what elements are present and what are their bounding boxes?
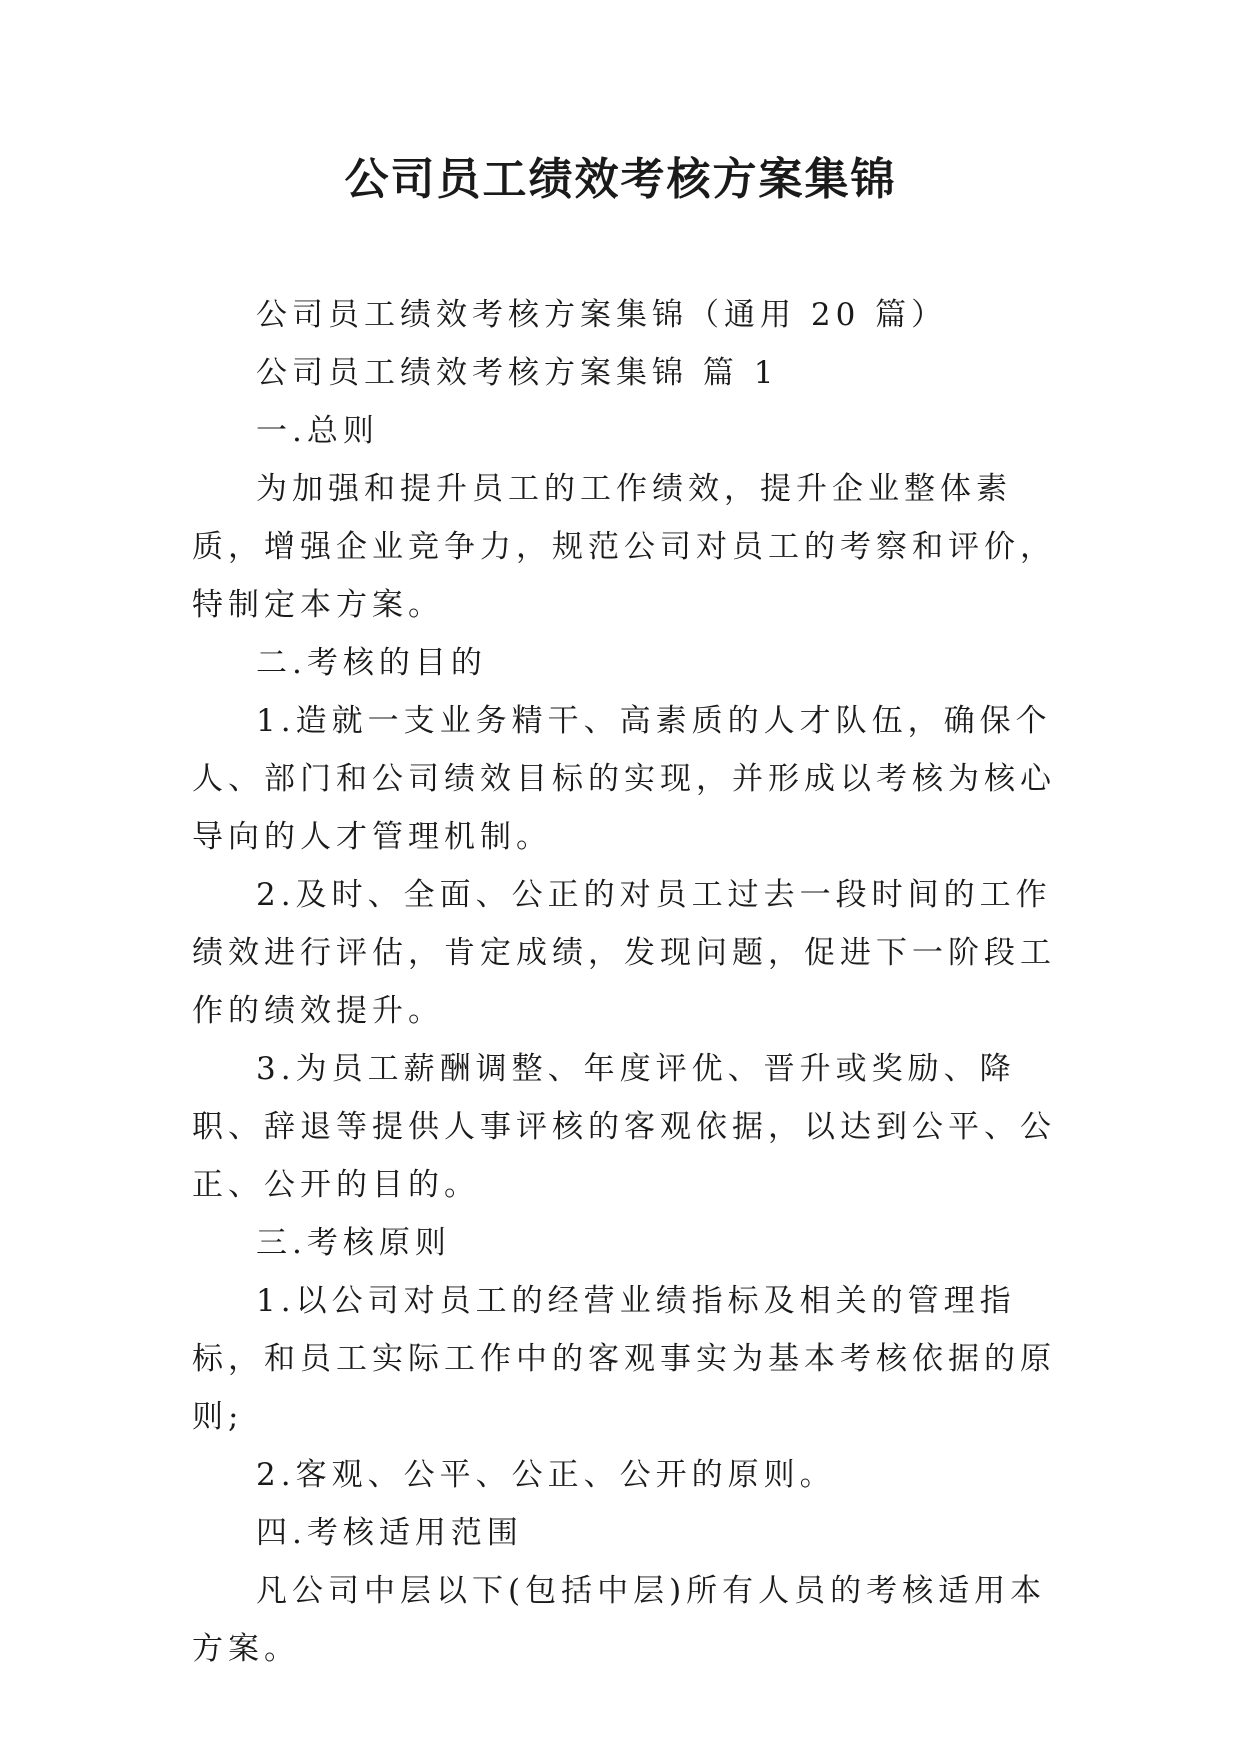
heading-assessment-scope: 四.考核适用范围 xyxy=(256,1515,523,1551)
paragraph-principle-item-1: 1.以公司对员工的经营业绩指标及相关的管理指标，和员工实际工作中的客观事实为基本考核依据的原则; xyxy=(192,1283,1056,1435)
paragraph-purpose-item-3: 3.为员工薪酬调整、年度评优、晋升或奖励、降职、辞退等提供人事评核的客观依据，以达到公平、公正、公开的目的。 xyxy=(192,1051,1056,1203)
paragraph-scope: 凡公司中层以下(包括中层)所有人员的考核适用本方案。 xyxy=(192,1573,1047,1667)
document-body xyxy=(192,286,1072,1678)
paragraph-purpose-item-1: 1.造就一支业务精干、高素质的人才队伍，确保个人、部门和公司绩效目标的实现，并形成以考核为核心导向的人才管理机制。 xyxy=(192,703,1056,855)
section-heading-part-1: 公司员工绩效考核方案集锦 篇 1 xyxy=(256,355,779,391)
heading-assessment-principles: 三.考核原则 xyxy=(256,1225,451,1261)
paragraph-principle-item-2: 2.客观、公平、公正、公开的原则。 xyxy=(256,1457,836,1493)
paragraph-purpose-item-2: 2.及时、全面、公正的对员工过去一段时间的工作绩效进行评估，肯定成绩，发现问题，促进下一阶段工作的绩效提升。 xyxy=(192,877,1056,1029)
document-title: 公司员工绩效考核方案集锦 xyxy=(344,154,897,205)
doc-subtitle: 公司员工绩效考核方案集锦（通用 20 篇） xyxy=(256,297,948,333)
heading-general-provisions: 一.总则 xyxy=(256,413,379,449)
heading-assessment-purpose: 二.考核的目的 xyxy=(256,645,487,681)
paragraph-purpose-statement: 为加强和提升员工的工作绩效，提升企业整体素质，增强企业竞争力，规范公司对员工的考察和评价，特制定本方案。 xyxy=(192,471,1056,623)
